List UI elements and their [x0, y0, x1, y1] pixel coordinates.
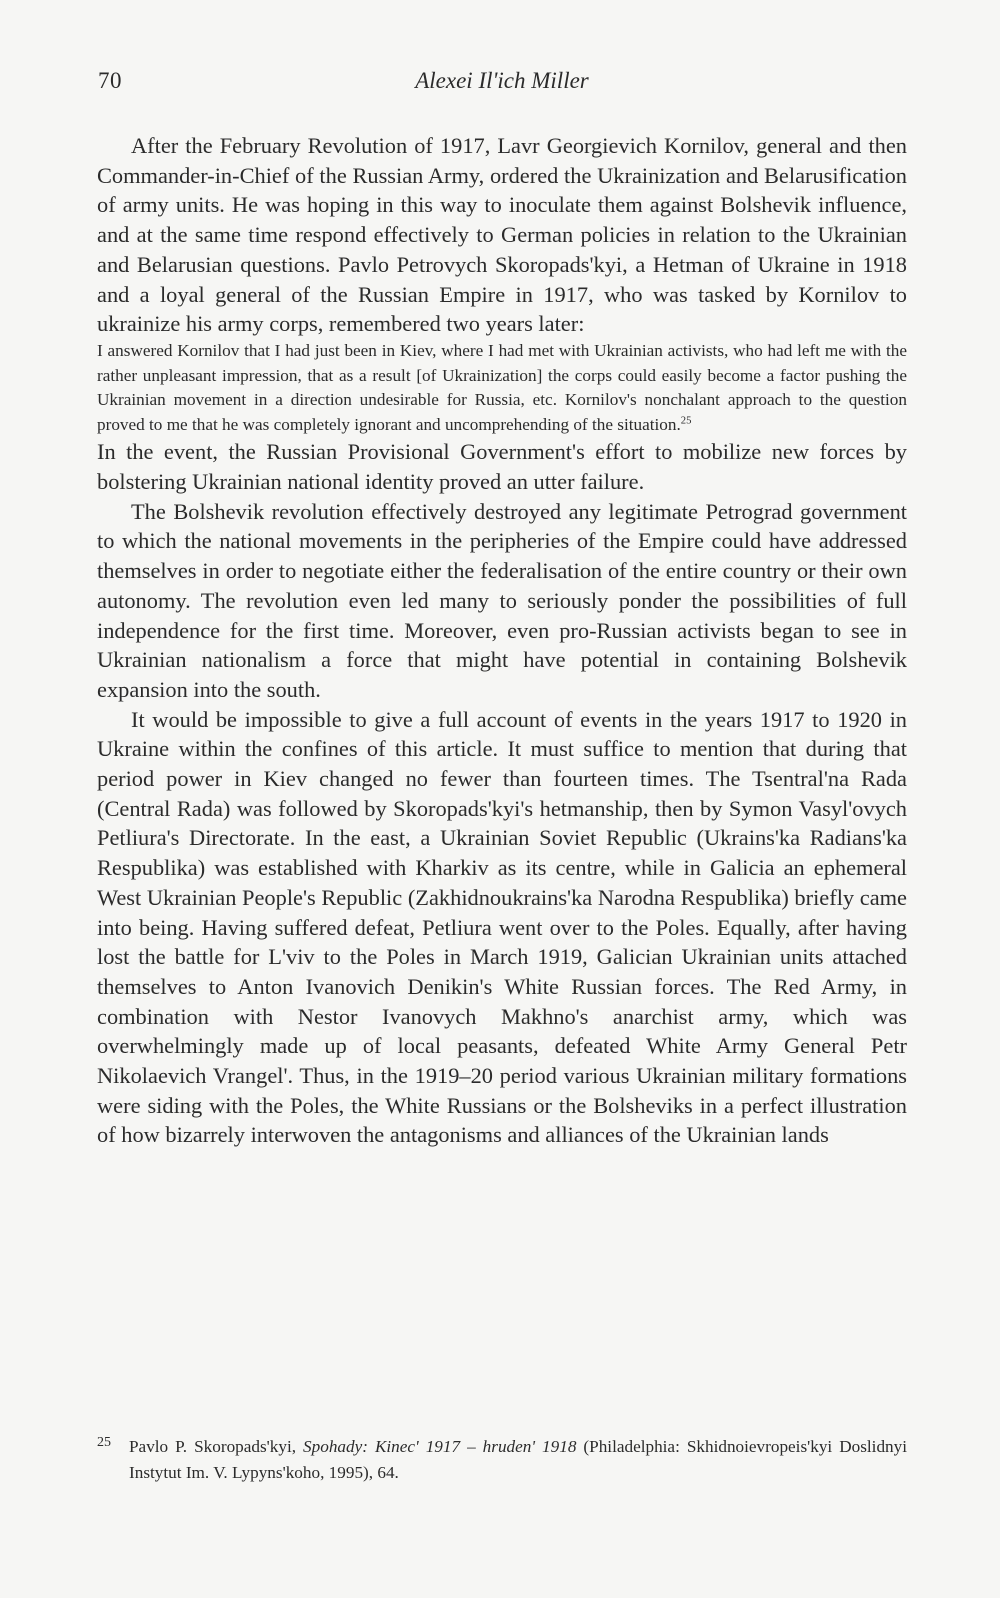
running-head [98, 68, 906, 108]
footnote-text [97, 1434, 907, 1486]
paragraph-events-1917-1920: It would be impossible to give a full account of events in the years 1917 to 1920 in Ukraine within the confines of this article. It must suffice to mention that during that period power in Kiev changed no fewer than fourteen times. The Tsentral'na Rada (Central Rada) was followed by Skoropads'kyi's hetmanship, then by Symon Vasyl'ovych Petliura's Directorate. In the east, a Ukrainian Soviet Republic (Ukrains'ka Radians'ka Respublika) was established with Kharkiv as its centre, while in Galicia an ephemeral West Ukrainian People's Republic (Zakhidnoukrains'ka Narodna Respublika) briefly came into being. Having suffered defeat, Petliura went over to the Poles. Equally, after having lost the battle for L'viv to the Poles in March 1919, Galician Ukrainian units attached themselves to Anton Ivanovich Denikin's White Russian forces. The Red Army, in combination with Nestor Ivanovych Makhno's anarchist army, which was overwhelmingly made up of local peasants, defeated White Army General Petr Nikolaevich Vrangel'. Thus, in the 1919–20 period various Ukrainian military formations were siding with the Poles, the White Russians or the Bolsheviks in a perfect illustration of how bizarrely interwoven the antagonisms and alliances of the Ukrainian lands [97, 706, 907, 1148]
running-head-author: Alexei Il'ich Miller [415, 68, 589, 93]
paragraph-bolshevik-revolution: The Bolshevik revolution effectively destroyed any legitimate Petrograd government to which the national movements in the peripheries of the Empire could have addressed themselves in order to negotiate either the federalisation of the entire country or their own autonomy. The revolution even led many to seriously ponder the possibilities of full independence for the first time. Moreover, even pro-Russian activists began to see in Ukrainian nationalism a force that might have potential in containing Bolshevik expansion into the south. [97, 498, 907, 702]
footnote-reference: 25 [680, 414, 692, 426]
paragraph-kornilov: After the February Revolution of 1917, Lavr Georgievich Kornilov, general and then Commander-in-Chief of the Russian Army, ordered the Ukrainization and Belarusification of army units. He was hoping in this way to inoculate them against Bolshevik influence, and at the same time respond effectively to German policies in relation to the Ukrainian and Belarusian questions. Pavlo Petrovych Skoropads'kyi, a Hetman of Ukraine in 1918 and a loyal general of the Russian Empire in 1917, who was tasked by Kornilov to ukrainize his army corps, remembered two years later: [97, 133, 907, 337]
footnote-number: 25 [97, 1435, 111, 1450]
footnote-title: Spohady: Kinec' 1917 – hruden' 1918 [303, 1437, 577, 1456]
page-number: 70 [98, 68, 122, 93]
footnote-publication: (Philadelphia: Skhidnoievropeis'kyi Doslidnyi Instytut Im. V. Lypyns'koho, 1995), 64. [129, 1437, 907, 1482]
main-text [97, 131, 907, 1150]
block-quote-text: I answered Kornilov that I had just been in Kiev, where I had met with Ukrainian activists, who had left me with the rather unpleasant impression, that as a result [of Ukrainization] the corps could easily become a factor pushing the Ukrainian movement in a direction undesirable for Russia, etc. Kornilov's nonchalant approach to the question proved to me that he was completely ignorant and uncomprehending of the situation. [97, 340, 907, 434]
footnote [97, 1434, 907, 1486]
block-quote [97, 339, 907, 437]
footnote-author: Pavlo P. Skoropads'kyi, [129, 1437, 304, 1456]
paragraph-provisional-government: In the event, the Russian Provisional Government's effort to mobilize new forces by bolstering Ukrainian national identity proved an utter failure. [97, 439, 907, 494]
